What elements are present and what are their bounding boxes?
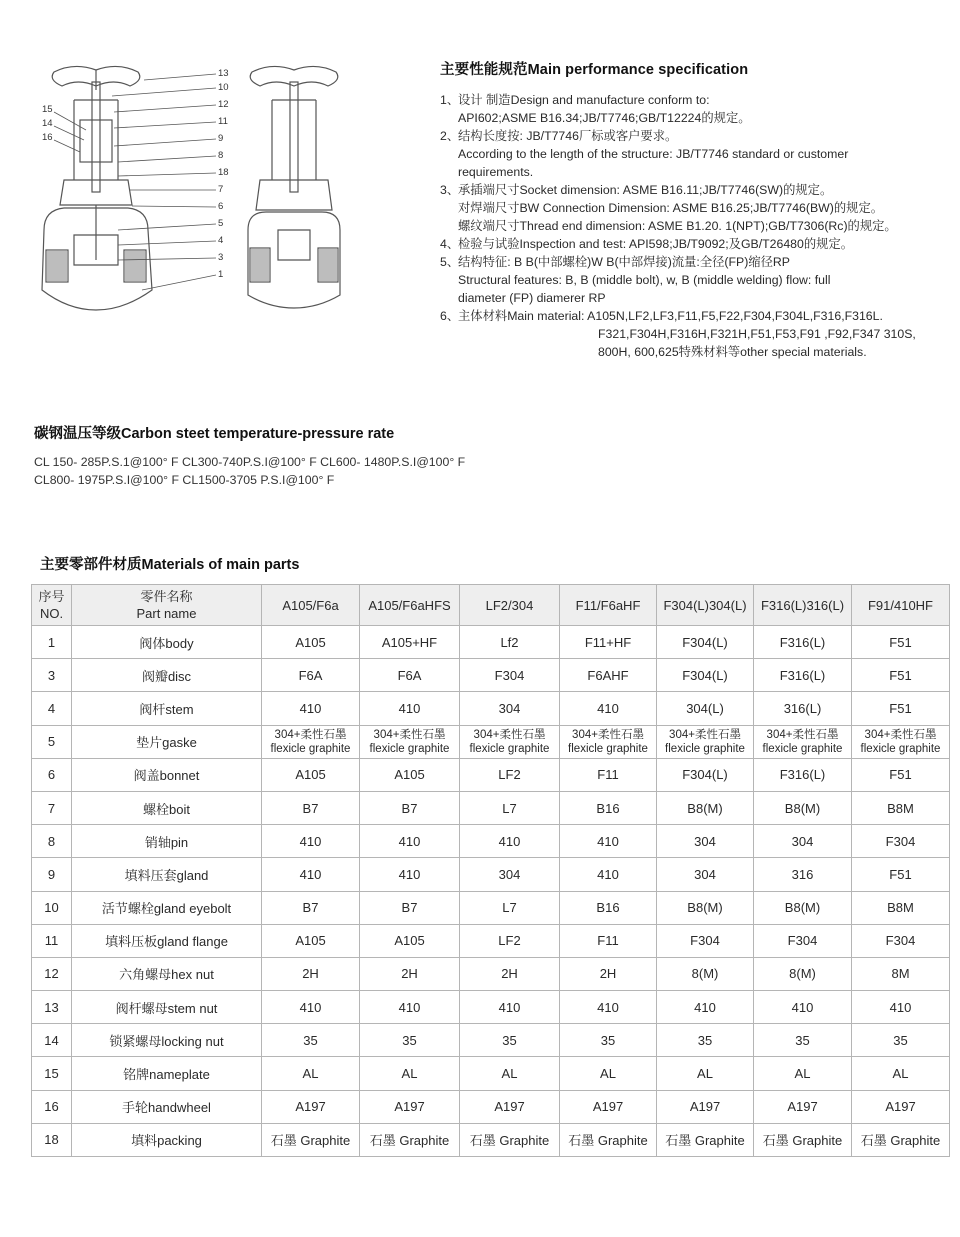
material-cell: 35 [262, 1024, 360, 1057]
spec-line: 承插端尺寸Socket dimension: ASME B16.11;JB/T7746(SW)的规定。 [458, 183, 833, 197]
material-en: flexicle graphite [568, 742, 648, 755]
material-cell: 304 [460, 858, 560, 891]
material-cell: 8M [852, 957, 950, 990]
material-cell: 304 [657, 858, 754, 891]
material-cell: 石墨 Graphite [560, 1123, 657, 1156]
spec-item [440, 235, 940, 253]
spec-num: 6、 [440, 309, 460, 323]
materials-table [31, 584, 950, 1157]
material-cell: A197 [560, 1090, 657, 1123]
material-cn: 304+柔性石墨 [473, 728, 546, 741]
row-number: 1 [32, 626, 72, 659]
material-cell: LF2 [460, 758, 560, 791]
part-name: 阀瓣disc [72, 659, 262, 692]
material-cell: LF2 [460, 924, 560, 957]
spec-line: According to the length of the structure: JB/T7746 standard or customer [458, 147, 849, 161]
rate-title: 碳钢温压等级Carbon steet temperature-pressure rate [34, 426, 395, 442]
material-cell: F304(L) [657, 659, 754, 692]
header-material-col: F316(L)316(L) [754, 585, 852, 626]
material-cell: 410 [360, 991, 460, 1024]
material-cell: A197 [657, 1090, 754, 1123]
material-cell: F6A [360, 659, 460, 692]
part-name: 螺栓boit [72, 791, 262, 824]
material-cn: 304+柔性石墨 [373, 728, 446, 741]
row-number: 5 [32, 725, 72, 758]
material-cell: A197 [460, 1090, 560, 1123]
material-cell: F304 [460, 659, 560, 692]
material-cell: B7 [360, 791, 460, 824]
material-cell: B8(M) [754, 791, 852, 824]
material-cn: 304+柔性石墨 [669, 728, 741, 741]
drawing-label: 6 [218, 201, 224, 212]
performance-spec [440, 58, 940, 361]
material-cell: 410 [262, 825, 360, 858]
material-cell: F11 [560, 924, 657, 957]
drawing-label: 11 [218, 116, 228, 127]
part-name: 销轴pin [72, 825, 262, 858]
table-row [32, 1024, 950, 1057]
material-cell: 35 [560, 1024, 657, 1057]
material-cell: B7 [262, 791, 360, 824]
drawing-label: 1 [218, 269, 224, 280]
material-cell: 410 [560, 991, 657, 1024]
material-cell: F304 [657, 924, 754, 957]
row-number: 13 [32, 991, 72, 1024]
spec-line: 对焊端尺寸BW Connection Dimension: ASME B16.25;JB/T7746(BW)的规定。 [458, 201, 884, 215]
row-number: 16 [32, 1090, 72, 1123]
drawing-label: 18 [218, 167, 229, 178]
table-row [32, 924, 950, 957]
spec-num: 3、 [440, 183, 460, 197]
spec-line: 设计 制造Design and manufacture conform to: [458, 93, 710, 107]
part-name: 垫片gaske [72, 725, 262, 758]
material-cell [262, 725, 360, 758]
spec-line: API602;ASME B16.34;JB/T7746;GB/T12224的规定。 [458, 111, 751, 125]
material-cell: 石墨 Graphite [360, 1123, 460, 1156]
material-cell: F11+HF [560, 626, 657, 659]
materials-title: 主要零部件材质Materials of main parts [40, 557, 300, 573]
material-cell: AL [657, 1057, 754, 1090]
material-cell: 8(M) [754, 957, 852, 990]
spec-line: 结构特征: B B(中部螺栓)W B(中部焊接)流量:全径(FP)缩径RP [458, 255, 791, 269]
spec-num: 1、 [440, 93, 460, 107]
part-name: 铭牌nameplate [72, 1057, 262, 1090]
material-cell: F6AHF [560, 659, 657, 692]
material-cell: 316 [754, 858, 852, 891]
spec-item [440, 127, 940, 181]
drawing-label: 10 [218, 82, 229, 93]
material-cell: 石墨 Graphite [852, 1123, 950, 1156]
spec-item [440, 253, 940, 307]
material-cn: 304+柔性石墨 [864, 728, 937, 741]
material-cell: B8(M) [657, 891, 754, 924]
material-cell [460, 725, 560, 758]
material-cell: 410 [460, 991, 560, 1024]
row-number: 6 [32, 758, 72, 791]
spec-item [440, 307, 940, 361]
material-cell: 410 [360, 692, 460, 725]
material-cn: 304+柔性石墨 [766, 728, 839, 741]
spec-item [440, 181, 940, 235]
material-cell: F316(L) [754, 626, 852, 659]
material-cell [360, 725, 460, 758]
material-cell: A105+HF [360, 626, 460, 659]
material-cell: 2H [262, 957, 360, 990]
material-cell: F51 [852, 659, 950, 692]
drawing-label: 15 [42, 104, 53, 115]
header-material-col: F304(L)304(L) [657, 585, 754, 626]
material-cell: 35 [460, 1024, 560, 1057]
material-cell: AL [560, 1057, 657, 1090]
drawing-label: 3 [218, 252, 224, 263]
material-cell: F11 [560, 758, 657, 791]
row-number: 8 [32, 825, 72, 858]
material-cell: F316(L) [754, 758, 852, 791]
material-cell: F304 [754, 924, 852, 957]
material-cell: 410 [657, 991, 754, 1024]
table-row [32, 1123, 950, 1156]
material-cell [852, 725, 950, 758]
rate-line: CL 150- 285P.S.1@100° F CL300-740P.S.I@100° F CL600- 1480P.S.I@100° F [34, 455, 466, 469]
drawing-label: 4 [218, 235, 224, 246]
row-number: 15 [32, 1057, 72, 1090]
material-cell: B16 [560, 791, 657, 824]
material-cell: F51 [852, 692, 950, 725]
material-cell: A197 [852, 1090, 950, 1123]
table-row [32, 891, 950, 924]
material-cell: AL [754, 1057, 852, 1090]
material-cell: 2H [460, 957, 560, 990]
spec-line: 检验与试验Inspection and test: API598;JB/T9092;及GB/T26480的规定。 [458, 237, 854, 251]
material-cell [560, 725, 657, 758]
material-cn: 304+柔性石墨 [274, 728, 347, 741]
header-material-col: A105/F6a [262, 585, 360, 626]
material-cell: F304(L) [657, 758, 754, 791]
part-name: 阀杆螺母stem nut [72, 991, 262, 1024]
rate-line: CL800- 1975P.S.I@100° F CL1500-3705 P.S.I@100° F [34, 473, 335, 487]
part-name: 活节螺栓gland eyebolt [72, 891, 262, 924]
material-cell: F51 [852, 626, 950, 659]
part-name: 填料压板gland flange [72, 924, 262, 957]
row-number: 9 [32, 858, 72, 891]
material-cell: F6A [262, 659, 360, 692]
table-row [32, 659, 950, 692]
material-cell: 8(M) [657, 957, 754, 990]
drawing-label: 16 [42, 132, 53, 143]
spec-line: 主体材料Main material: A105N,LF2,LF3,F11,F5,F22,F304,F304L,F316,F316L. [458, 309, 883, 323]
material-cell: AL [852, 1057, 950, 1090]
material-cell: A197 [360, 1090, 460, 1123]
part-name: 阀杆stem [72, 692, 262, 725]
row-number: 18 [32, 1123, 72, 1156]
material-cell: F316(L) [754, 659, 852, 692]
part-name: 填料压套gland [72, 858, 262, 891]
material-cell: B16 [560, 891, 657, 924]
material-en: flexicle graphite [469, 742, 550, 755]
spec-num: 2、 [440, 129, 460, 143]
material-cell: 410 [460, 825, 560, 858]
drawing-label: 7 [218, 184, 224, 195]
material-cell: 304 [754, 825, 852, 858]
row-number: 14 [32, 1024, 72, 1057]
table-row [32, 991, 950, 1024]
material-cell: A197 [754, 1090, 852, 1123]
header-material-col: LF2/304 [460, 585, 560, 626]
material-cell: A105 [360, 758, 460, 791]
material-en: flexicle graphite [270, 742, 351, 755]
spec-item [440, 91, 940, 127]
spec-num: 4、 [440, 237, 460, 251]
material-cell: F304 [852, 825, 950, 858]
part-name: 手轮handwheel [72, 1090, 262, 1123]
material-cell: 石墨 Graphite [657, 1123, 754, 1156]
material-cell: F304 [852, 924, 950, 957]
material-cell: A105 [262, 924, 360, 957]
material-en: flexicle graphite [762, 742, 843, 755]
drawing-label: 9 [218, 133, 224, 144]
pressure-rate-section [34, 422, 634, 489]
row-number: 10 [32, 891, 72, 924]
table-row [32, 626, 950, 659]
material-cell: 316(L) [754, 692, 852, 725]
material-cell: 410 [262, 991, 360, 1024]
header-part-name: 零件名称 Part name [72, 585, 262, 626]
drawing-label: 8 [218, 150, 224, 161]
material-cell: F51 [852, 858, 950, 891]
table-row [32, 725, 950, 758]
material-cell: 35 [657, 1024, 754, 1057]
drawing-label: 14 [42, 118, 53, 129]
table-header-row [32, 585, 950, 626]
material-cell: F51 [852, 758, 950, 791]
material-cell: A197 [262, 1090, 360, 1123]
material-cell: 35 [360, 1024, 460, 1057]
material-cell: A105 [262, 626, 360, 659]
table-row [32, 825, 950, 858]
material-cell: L7 [460, 791, 560, 824]
spec-line: F321,F304H,F316H,F321H,F51,F53,F91 ,F92,F347 310S, [598, 327, 916, 341]
row-number: 3 [32, 659, 72, 692]
material-cell: 410 [560, 825, 657, 858]
material-cell: 410 [560, 858, 657, 891]
material-cell: 2H [360, 957, 460, 990]
material-cell: 石墨 Graphite [460, 1123, 560, 1156]
material-cell: 2H [560, 957, 657, 990]
spec-line: 结构长度按: JB/T7746厂标或客户要求。 [458, 129, 678, 143]
spec-num: 5、 [440, 255, 460, 269]
material-cell: 410 [360, 858, 460, 891]
material-cell: 410 [262, 858, 360, 891]
header-material-col: A105/F6aHFS [360, 585, 460, 626]
header-no: 序号 NO. [32, 585, 72, 626]
material-cell: 35 [754, 1024, 852, 1057]
material-cell: 410 [360, 825, 460, 858]
table-row [32, 1057, 950, 1090]
header-material-col: F91/410HF [852, 585, 950, 626]
material-cell: B8(M) [754, 891, 852, 924]
table-row [32, 692, 950, 725]
row-number: 12 [32, 957, 72, 990]
material-cell: AL [262, 1057, 360, 1090]
material-cell: B8M [852, 791, 950, 824]
material-cell [754, 725, 852, 758]
table-row [32, 758, 950, 791]
table-row [32, 1090, 950, 1123]
material-cell: 304 [657, 825, 754, 858]
drawing-label: 12 [218, 99, 229, 110]
spec-title: 主要性能规范Main performance specification [440, 62, 749, 78]
part-name: 六角螺母hex nut [72, 957, 262, 990]
drawing-label: 5 [218, 218, 224, 229]
part-name: 填料packing [72, 1123, 262, 1156]
row-number: 7 [32, 791, 72, 824]
material-cell: A105 [360, 924, 460, 957]
table-row [32, 791, 950, 824]
material-cn: 304+柔性石墨 [572, 728, 644, 741]
material-cell: A105 [262, 758, 360, 791]
material-cell: 石墨 Graphite [754, 1123, 852, 1156]
material-cell: B7 [360, 891, 460, 924]
header-material-col: F11/F6aHF [560, 585, 657, 626]
material-cell: 410 [262, 692, 360, 725]
part-name: 锁紧螺母locking nut [72, 1024, 262, 1057]
material-cell: 410 [560, 692, 657, 725]
material-cell: 35 [852, 1024, 950, 1057]
spec-line: 螺纹端尺寸Thread end dimension: ASME B1.20. 1(NPT);GB/T7306(Rc)的规定。 [458, 219, 897, 233]
material-cell: L7 [460, 891, 560, 924]
spec-line: diameter (FP) diamerer RP [458, 291, 606, 305]
material-en: flexicle graphite [665, 742, 745, 755]
material-en: flexicle graphite [369, 742, 450, 755]
table-row [32, 957, 950, 990]
material-en: flexicle graphite [860, 742, 941, 755]
material-cell: 410 [754, 991, 852, 1024]
spec-line: 800H, 600,625特殊材料等other special materials. [598, 345, 867, 359]
material-cell: AL [360, 1057, 460, 1090]
material-cell: 石墨 Graphite [262, 1123, 360, 1156]
material-cell [657, 725, 754, 758]
drawing-label: 13 [218, 68, 229, 79]
material-cell: B8(M) [657, 791, 754, 824]
material-cell: 304 [460, 692, 560, 725]
row-number: 4 [32, 692, 72, 725]
spec-line: requirements. [458, 165, 534, 179]
material-cell: 410 [852, 991, 950, 1024]
part-name: 阀盖bonnet [72, 758, 262, 791]
material-cell: F304(L) [657, 626, 754, 659]
part-name: 阀体body [72, 626, 262, 659]
spec-line: Structural features: B, B (middle bolt), w, B (middle welding) flow: full [458, 273, 831, 287]
material-cell: Lf2 [460, 626, 560, 659]
row-number: 11 [32, 924, 72, 957]
material-cell: B8M [852, 891, 950, 924]
material-cell: 304(L) [657, 692, 754, 725]
material-cell: AL [460, 1057, 560, 1090]
valve-drawing [34, 60, 404, 360]
material-cell: B7 [262, 891, 360, 924]
table-row [32, 858, 950, 891]
